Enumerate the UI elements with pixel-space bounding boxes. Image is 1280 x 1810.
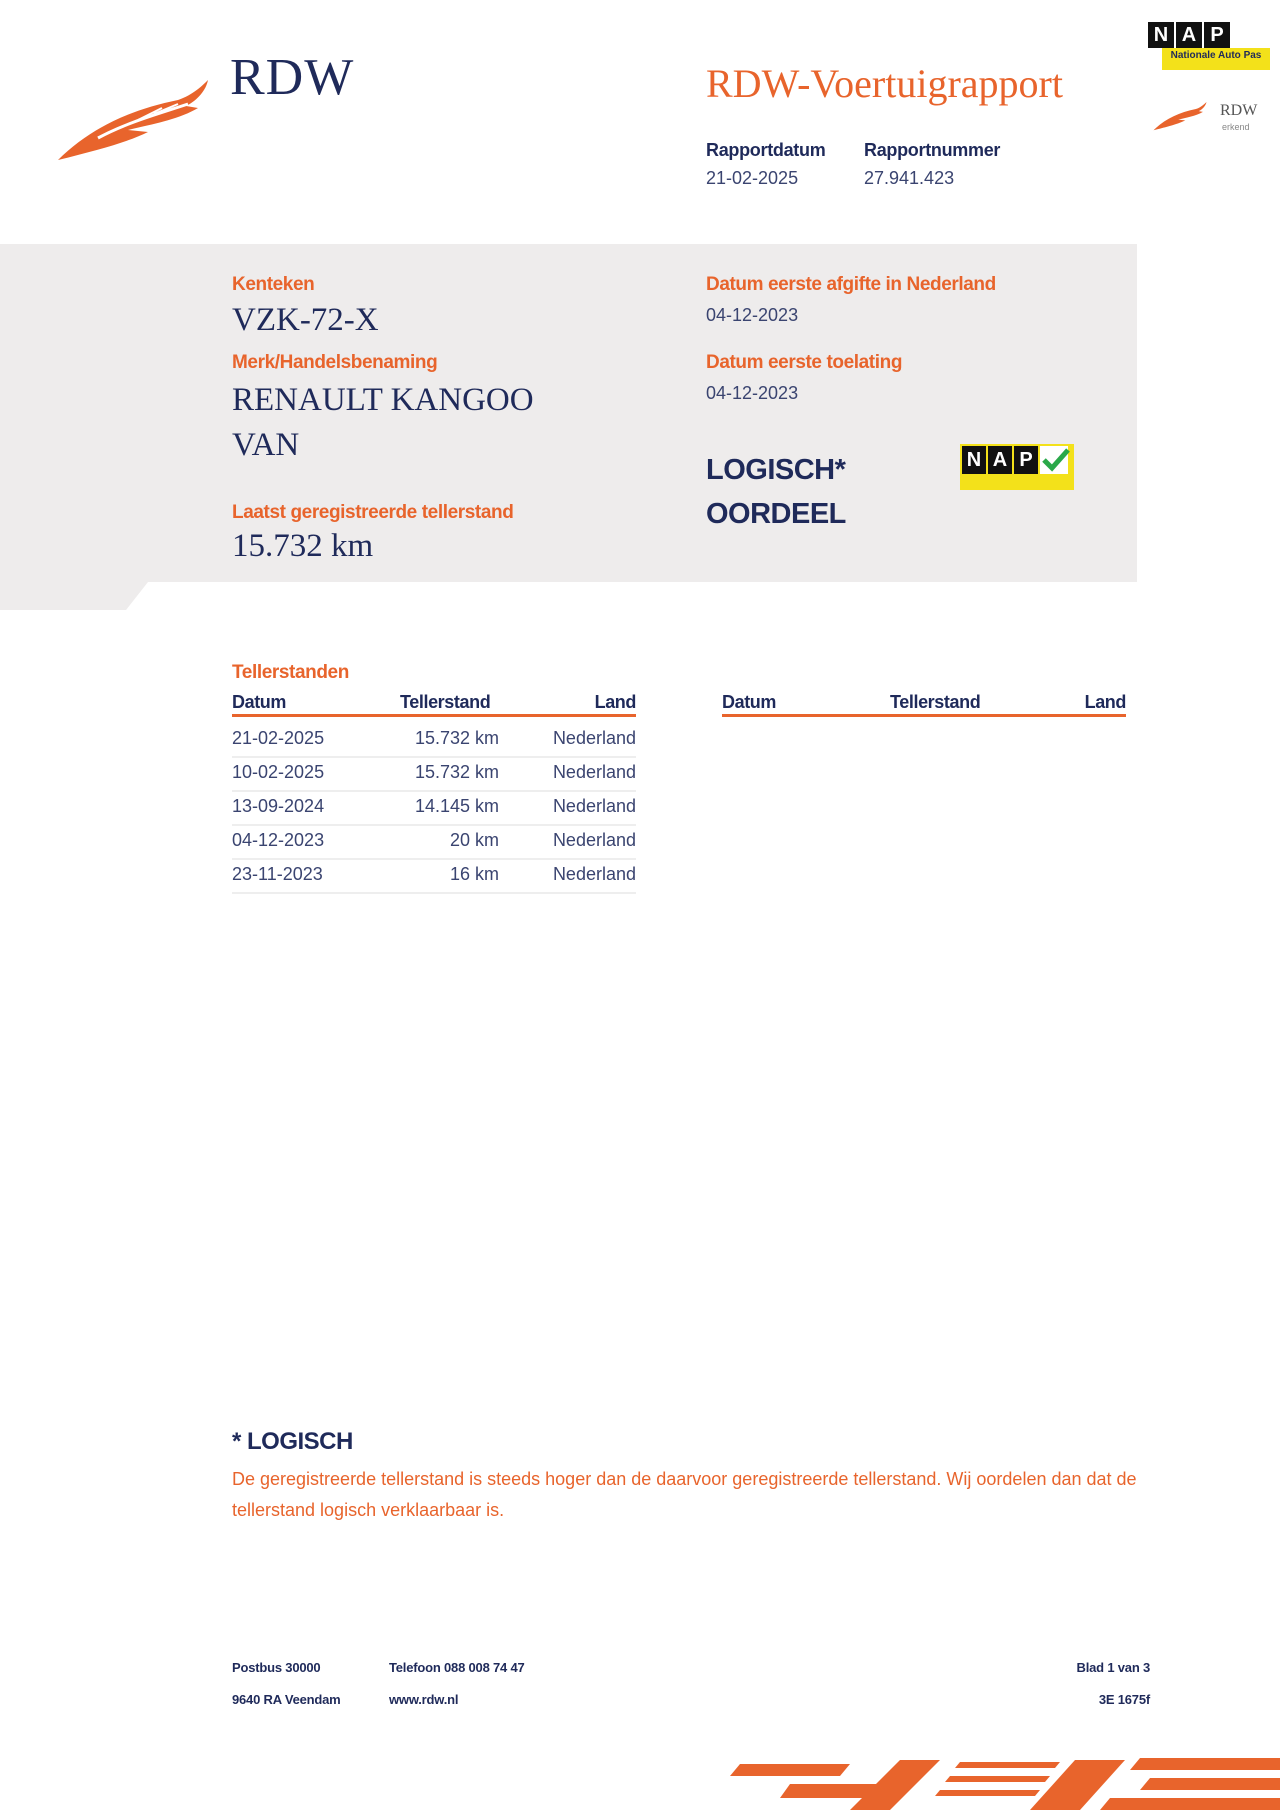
row-date: 21-02-2025 xyxy=(232,728,325,748)
nap-letter-n: N xyxy=(1153,24,1169,46)
nap-mid-letter-p: P xyxy=(1014,446,1038,474)
row-date: 13-09-2024 xyxy=(232,796,325,816)
info-panel-background xyxy=(0,244,1137,610)
footer-stripes-decoration xyxy=(730,1750,1280,1810)
row-reading: 15.732 km xyxy=(414,728,499,748)
rdw-erkend-badge xyxy=(1152,98,1274,138)
footer-phone: Telefoon 088 008 74 47 xyxy=(389,1660,525,1675)
first-admission-value: 04-12-2023 xyxy=(706,383,799,403)
nap-mid-letter-n: N xyxy=(962,446,986,474)
footnote-text: De geregistreerde tellerstand is steeds hoger dan de daarvoor geregistreerde tellerstand. Wij oordelen dan dat de tellerstand logisch verklaarbaar is. xyxy=(232,1469,1137,1520)
col-header-reading: Tellerstand xyxy=(400,692,491,712)
col-header-date-right: Datum xyxy=(722,692,777,712)
report-number: 27.941.423 xyxy=(864,168,955,188)
check-icon xyxy=(1040,446,1070,474)
footer-code: 3E 1675f xyxy=(1098,1692,1150,1707)
footnote-title: * LOGISCH xyxy=(232,1428,353,1455)
report-date: 21-02-2025 xyxy=(706,168,799,188)
footer-page-number: Blad 1 van 3 xyxy=(1076,1660,1150,1675)
table-header-rule-right xyxy=(722,714,1126,717)
rdw-erkend-sub: erkend xyxy=(1222,122,1250,132)
make-value-line1: RENAULT KANGOO xyxy=(232,382,534,418)
table-row xyxy=(232,790,636,826)
col-header-country-right: Land xyxy=(1084,692,1126,712)
footer-website[interactable]: www.rdw.nl xyxy=(389,1692,459,1707)
col-header-date: Datum xyxy=(232,692,287,712)
row-reading: 15.732 km xyxy=(414,762,499,782)
rdw-logo-icon xyxy=(58,80,208,165)
row-reading: 14.145 km xyxy=(414,796,499,816)
table-row xyxy=(232,722,636,758)
report-title: RDW-Voertuigrapport xyxy=(706,61,1063,106)
row-date: 23-11-2023 xyxy=(232,864,323,884)
footer-city: 9640 RA Veendam xyxy=(232,1692,341,1707)
plate-label: Kenteken xyxy=(232,274,315,295)
table-header-rule xyxy=(232,714,636,717)
row-country: Nederland xyxy=(552,864,636,884)
nap-caption: Nationale Auto Pas xyxy=(1170,50,1262,61)
col-header-reading-right: Tellerstand xyxy=(890,692,981,712)
first-issue-nl-label: Datum eerste afgifte in Nederland xyxy=(706,274,996,295)
report-date-label: Rapportdatum xyxy=(706,140,826,160)
verdict-line2: OORDEEL xyxy=(706,498,846,530)
table-row xyxy=(232,858,636,894)
row-country: Nederland xyxy=(552,762,636,782)
nap-letter-a: A xyxy=(1181,24,1197,46)
row-country: Nederland xyxy=(552,796,636,816)
nap-check-badge xyxy=(960,444,1074,490)
first-issue-nl-value: 04-12-2023 xyxy=(706,305,799,325)
make-label: Merk/Handelsbenaming xyxy=(232,352,438,373)
row-date: 10-02-2025 xyxy=(232,762,325,782)
table-row xyxy=(232,824,636,860)
row-date: 04-12-2023 xyxy=(232,830,325,850)
col-header-country: Land xyxy=(594,692,636,712)
rdw-erkend-icon xyxy=(1152,102,1208,132)
report-number-label: Rapportnummer xyxy=(864,140,1001,160)
odometer-table-title: Tellerstanden xyxy=(232,662,349,683)
rdw-erkend-name: RDW xyxy=(1220,102,1258,119)
row-reading: 20 km xyxy=(449,830,499,850)
first-admission-label: Datum eerste toelating xyxy=(706,352,903,373)
verdict xyxy=(706,448,846,536)
nap-letter-p: P xyxy=(1210,24,1224,46)
verdict-line1: LOGISCH* xyxy=(706,454,846,486)
nap-badge xyxy=(1148,22,1270,72)
make-value-line2: VAN xyxy=(232,427,300,463)
nap-mid-letter-a: A xyxy=(988,446,1012,474)
table-row xyxy=(232,756,636,792)
footer-postbus: Postbus 30000 xyxy=(232,1660,321,1675)
brand-name: RDW xyxy=(230,49,355,106)
row-country: Nederland xyxy=(552,728,636,748)
plate-value: VZK-72-X xyxy=(232,302,379,338)
odometer-label: Laatst geregistreerde tellerstand xyxy=(232,502,514,523)
row-reading: 16 km xyxy=(449,864,499,884)
odometer-value: 15.732 km xyxy=(232,528,374,564)
row-country: Nederland xyxy=(552,830,636,850)
